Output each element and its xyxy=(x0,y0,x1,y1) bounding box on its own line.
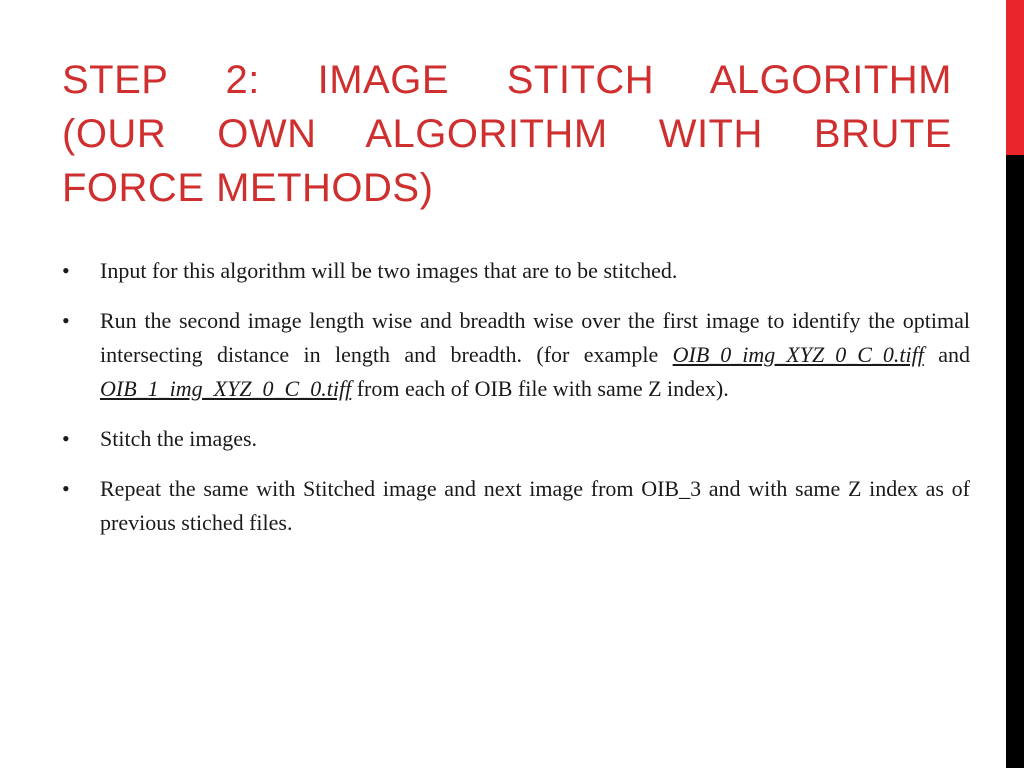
title-line-3: FORCE METHODS) xyxy=(62,166,434,210)
bullet-icon: • xyxy=(62,258,70,283)
accent-bar-red xyxy=(1006,0,1024,155)
bullet-item xyxy=(62,254,970,288)
bullet-text-part: Run the second image length wise and breadth wise over the first image to identify the optimal intersecting distance in length and breadth. (for example xyxy=(100,308,970,367)
file-name: OIB_0_img_XYZ_0_C_0.tiff xyxy=(672,342,924,367)
bullet-text-part: and xyxy=(923,342,970,367)
bullet-text: Input for this algorithm will be two images that are to be stitched. xyxy=(100,258,678,283)
bullet-item xyxy=(62,422,970,456)
bullet-icon: • xyxy=(62,308,70,333)
bullet-text xyxy=(100,304,970,406)
bullet-list xyxy=(62,254,970,556)
bullet-icon: • xyxy=(62,476,70,501)
accent-bar-black xyxy=(1006,155,1024,768)
bullet-text: Stitch the images. xyxy=(100,426,258,451)
title-line-1: STEP 2: IMAGE STITCH ALGORITHM xyxy=(62,58,952,102)
slide-title xyxy=(62,53,952,215)
bullet-text-part: from each of OIB file with same Z index). xyxy=(351,376,729,401)
bullet-item xyxy=(62,472,970,540)
title-line-2: (OUR OWN ALGORITHM WITH BRUTE xyxy=(62,112,952,156)
bullet-icon: • xyxy=(62,426,70,451)
file-name: OIB_1_img_XYZ_0_C_0.tiff xyxy=(100,376,352,401)
bullet-text: Repeat the same with Stitched image and next image from OIB_3 and with same Z index as of previous stiched files. xyxy=(100,476,970,535)
bullet-item xyxy=(62,304,970,406)
